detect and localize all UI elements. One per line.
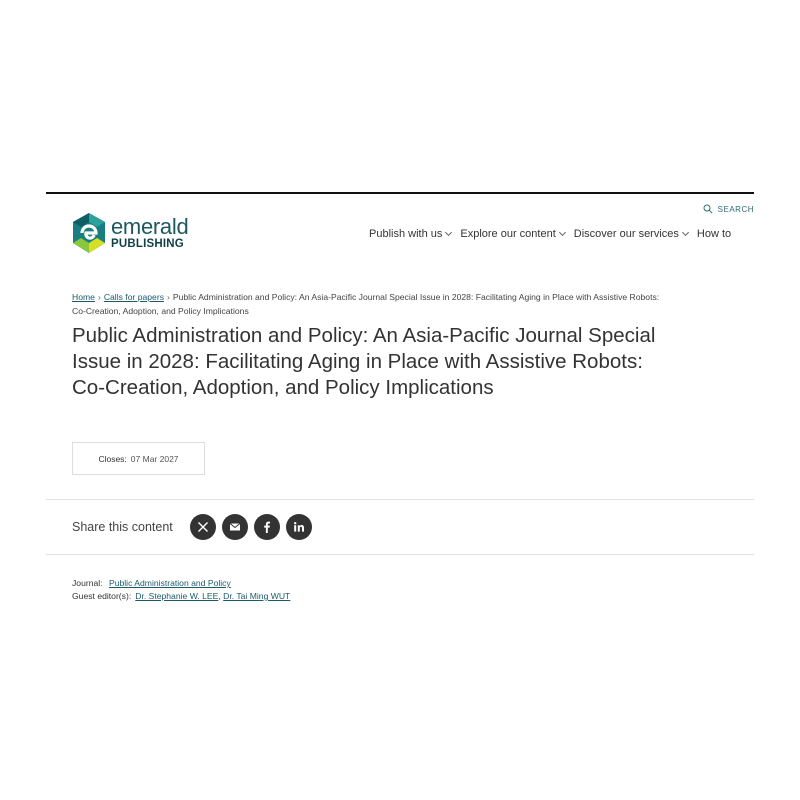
main-nav [369,222,754,246]
journal-label: Journal: [72,578,103,588]
nav-publish-with-us[interactable] [369,228,451,240]
editor-separator: , [218,591,221,601]
share-label: Share this content [72,520,173,534]
chevron-down-icon [559,229,566,236]
share-linkedin-button[interactable] [286,514,312,540]
call-metadata [72,577,290,603]
breadcrumb-separator: › [97,292,101,302]
logo-wordmark: emerald [111,213,189,239]
editor-link[interactable]: Dr. Tai Ming WUT [223,591,291,601]
emerald-hexagon-icon [71,212,107,254]
nav-label: How to [696,228,732,240]
nav-explore-our-content[interactable] [460,228,564,240]
share-facebook-button[interactable] [254,514,280,540]
guest-editors-row [72,590,290,603]
nav-label: Publish with us [369,228,443,240]
x-twitter-icon [196,520,210,534]
breadcrumb [72,290,662,318]
breadcrumb-calls-for-papers[interactable]: Calls for papers [103,292,164,302]
journal-link[interactable]: Public Administration and Policy [108,578,231,588]
closes-date: 07 Mar 2027 [130,453,179,464]
chevron-down-icon [682,229,689,236]
journal-row [72,577,290,590]
share-email-button[interactable] [222,514,248,540]
breadcrumb-current: Public Administration and Policy: An Asia-Pacific Journal Special Issue in 2028: Facilitating Aging in Place with Assistive Robots: Co-Creation, Adoption, and Policy Implications [72,292,660,316]
emerald-logo[interactable] [71,212,188,254]
nav-discover-our-services[interactable] [574,228,688,240]
linkedin-icon [292,520,306,534]
search-icon [703,204,713,214]
closes-date-box [72,442,205,475]
guest-editors-label: Guest editor(s): [72,591,132,601]
divider [46,554,754,555]
top-rule [46,192,754,194]
nav-how-to[interactable] [697,228,731,240]
breadcrumb-separator: › [167,292,170,302]
logo-subtitle: PUBLISHING [111,237,184,250]
nav-label: Discover our services [573,228,679,240]
share-x-button[interactable] [190,514,216,540]
closes-label: Closes: [98,453,127,464]
page-title: Public Administration and Policy: An Asia-Pacific Journal Special Issue in 2028: Facilitating Aging in Place with Assistive Robots: Co-Creation, Adoption, and Policy Implications [72,324,656,399]
search-button[interactable] [703,204,754,214]
editor-link[interactable]: Dr. Stephanie W. LEE [135,591,219,601]
share-bar [72,514,318,540]
search-label: SEARCH [717,204,754,214]
email-icon [228,520,242,534]
facebook-icon [260,520,274,534]
breadcrumb-home[interactable]: Home [72,292,95,302]
chevron-down-icon [445,229,452,236]
divider [46,499,754,500]
nav-label: Explore our content [460,228,556,240]
page-container [46,192,754,622]
